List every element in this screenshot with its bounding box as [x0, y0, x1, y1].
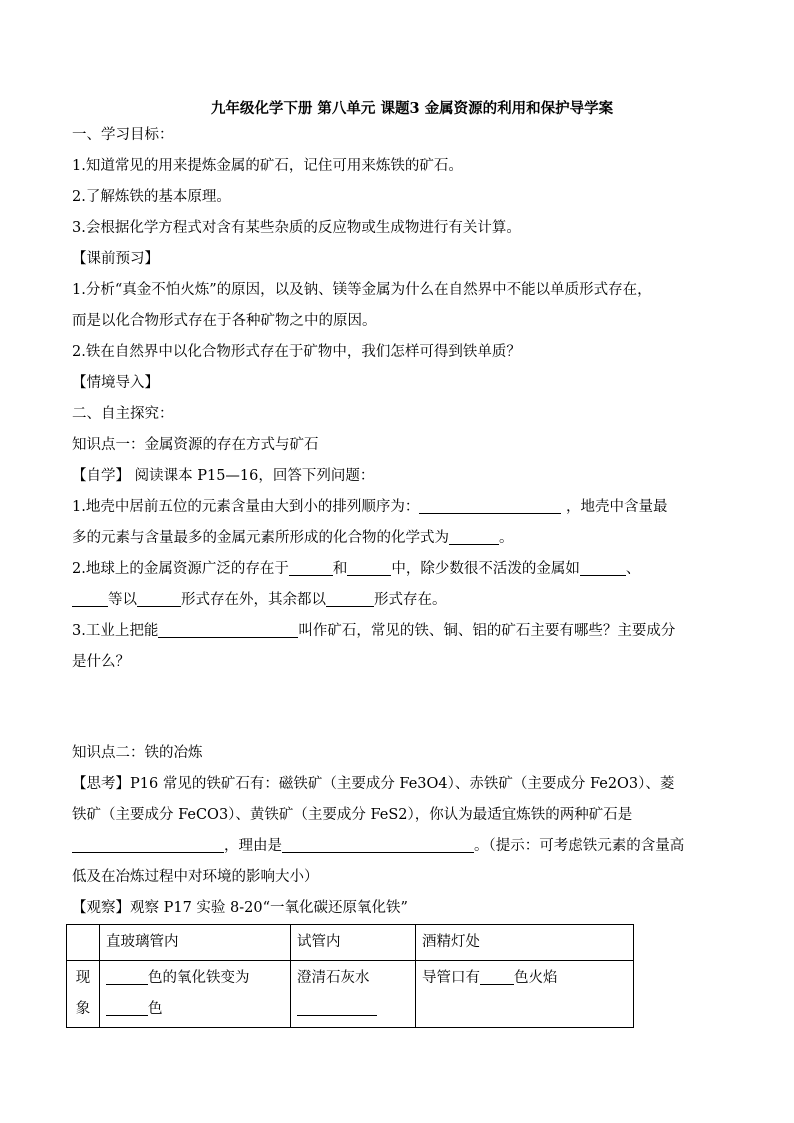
goal-item: 2.了解炼铁的基本原理。	[72, 189, 231, 205]
preview-question-2: 2.铁在自然界中以化合物形式存在于矿物中，我们怎样可得到铁单质？	[72, 344, 521, 360]
self-study-heading: 【自学】 阅读课本 P15—16，回答下列问题：	[72, 468, 375, 484]
answer-blank[interactable]	[158, 621, 298, 638]
answer-blank[interactable]	[297, 999, 377, 1016]
table-header-row	[67, 925, 634, 961]
observation-table	[66, 924, 634, 1028]
question-2-line-1: 2.地球上的金属资源广泛的存在于 和 中，除少数很不活泼的金属如 、	[72, 561, 641, 577]
table-header-cell: 酒精灯处	[416, 925, 634, 961]
knowledge-point-1-heading: 知识点一：金属资源的存在方式与矿石	[72, 437, 319, 453]
goal-item: 1.知道常见的用来提炼金属的矿石，记住可用来炼铁的矿石。	[72, 158, 463, 174]
answer-blank[interactable]	[72, 836, 224, 853]
answer-blank[interactable]	[106, 999, 148, 1016]
answer-blank[interactable]	[326, 590, 374, 607]
table-row	[67, 961, 634, 1028]
question-3-line-1: 3.工业上把能 叫作矿石，常见的铁、铜、铝的矿石主要有哪些？主要成分	[72, 623, 676, 639]
think-line-4: 低及在冶炼过程中对环境的影响大小）	[72, 869, 319, 885]
table-cell: 导管口有 色火焰	[416, 961, 634, 1028]
table-header-cell: 直玻璃管内	[100, 925, 291, 961]
preview-question-1b: 而是以化合物形式存在于各种矿物之中的原因。	[72, 313, 377, 329]
explore-heading: 二、自主探究：	[72, 406, 174, 422]
answer-blank[interactable]	[419, 497, 561, 514]
intro-heading: 【情境导入】	[72, 375, 159, 391]
table-cell: 色的氧化铁变为 色	[100, 961, 291, 1028]
answer-blank[interactable]	[282, 836, 474, 853]
question-1-line-1: 1.地壳中居前五位的元素含量由大到小的排列顺序为： ，地壳中含量最	[72, 499, 668, 515]
preview-question-1a: 1.分析“真金不怕火炼”的原因，以及钠、镁等金属为什么在自然界中不能以单质形式存在，	[72, 282, 652, 298]
answer-blank[interactable]	[480, 968, 514, 985]
goal-item: 3.会根据化学方程式对含有某些杂质的反应物或生成物进行有关计算。	[72, 220, 521, 236]
answer-blank[interactable]	[289, 559, 333, 576]
answer-blank[interactable]	[580, 559, 626, 576]
answer-blank[interactable]	[449, 528, 499, 545]
question-1-line-2: 多的元素与含量最多的金属元素所形成的化合物的化学式为 。	[72, 530, 514, 546]
table-header-cell	[67, 925, 100, 961]
page-title: 九年级化学下册 第八单元 课题3 金属资源的利用和保护导学案	[210, 100, 614, 117]
question-2-line-2: 等以 形式存在外，其余都以 形式存在。	[72, 585, 732, 616]
knowledge-point-2-heading: 知识点二：铁的冶炼	[72, 745, 203, 761]
question-3-line-2: 是什么？	[72, 654, 130, 670]
think-line-2: 铁矿（主要成分 FeCO3）、黄铁矿（主要成分 FeS2），你认为最适宜炼铁的两种矿石是	[72, 807, 633, 823]
observe-heading: 【观察】观察 P17 实验 8-20“一氧化碳还原氧化铁”	[72, 900, 408, 916]
answer-blank[interactable]	[72, 590, 108, 607]
table-cell: 澄清石灰水	[291, 961, 416, 1028]
table-header-cell: 试管内	[291, 925, 416, 961]
think-line-1: 【思考】P16 常见的铁矿石有：磁铁矿（主要成分 Fe3O4）、赤铁矿（主要成分 Fe2O3）、菱	[72, 776, 675, 792]
preview-heading: 【课前预习】	[72, 251, 159, 267]
answer-blank[interactable]	[106, 968, 148, 985]
row-label: 现象	[67, 961, 100, 1028]
think-line-3: ，理由是 。（提示：可考虑铁元素的含量高	[72, 831, 732, 862]
answer-blank[interactable]	[347, 559, 391, 576]
goals-heading: 一、学习目标：	[72, 127, 174, 143]
answer-blank[interactable]	[137, 590, 181, 607]
worksheet	[72, 98, 732, 1028]
